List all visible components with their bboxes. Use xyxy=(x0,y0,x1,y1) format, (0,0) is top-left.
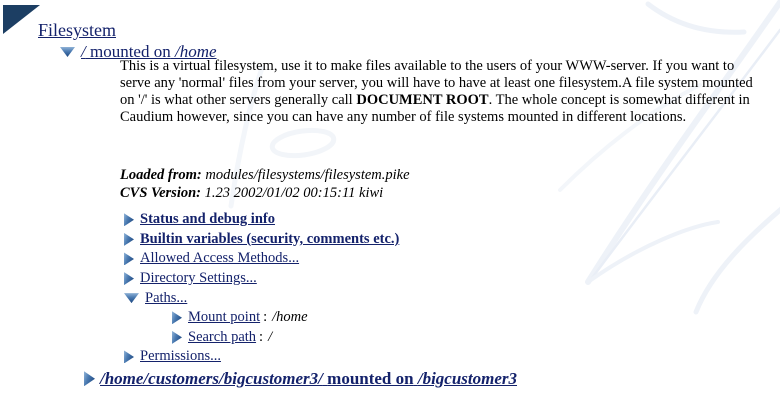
module-meta xyxy=(120,167,410,202)
module-mountpoint: /home xyxy=(174,42,217,61)
module-description xyxy=(120,58,768,126)
expand-icon[interactable] xyxy=(84,371,95,386)
module-mid-text: mounted on xyxy=(89,42,171,61)
mount-point-value: /home xyxy=(272,309,308,326)
list-item-mount-point xyxy=(0,308,517,328)
builtin-variables-link[interactable]: Builtin variables (security, comments etc.) xyxy=(140,230,400,247)
collapse-icon[interactable] xyxy=(60,47,75,57)
expand-icon[interactable] xyxy=(124,252,134,265)
search-path-value: / xyxy=(268,328,273,345)
separator-colon: : xyxy=(259,328,264,345)
description-text-1: This is a virtual filesystem, use it to make files available to the users of your WWW-server. If you want to serve any 'normal' files from your server, you will have to have at least one filesystem.A file system mounted on '/' is what other servers generally call xyxy=(120,58,753,108)
separator-colon: : xyxy=(263,309,268,326)
document-root-emphasis: DOCUMENT ROOT xyxy=(356,92,489,108)
permissions-link[interactable]: Permissions... xyxy=(140,348,221,365)
list-item-access-methods xyxy=(0,249,517,269)
module2-mid-text: mounted on xyxy=(327,368,414,388)
list-item-status xyxy=(0,210,517,230)
search-path-link[interactable]: Search path xyxy=(188,328,257,345)
module-header-bigcustomer3 xyxy=(0,368,517,390)
expand-icon[interactable] xyxy=(124,213,134,226)
list-item-search-path xyxy=(0,328,517,348)
page-title-filesystem-link[interactable]: Filesystem xyxy=(38,20,117,40)
module2-path: /home/customers/bigcustomer3/ xyxy=(100,368,323,388)
list-item-permissions xyxy=(0,347,517,367)
loaded-from-line xyxy=(120,167,410,185)
module-path: / xyxy=(81,42,86,61)
list-item-builtin xyxy=(0,230,517,250)
directory-settings-link[interactable]: Directory Settings... xyxy=(140,270,257,287)
cvs-version-label: CVS Version: xyxy=(120,184,201,201)
cvs-version-value: 1.23 2002/01/02 00:15:11 kiwi xyxy=(204,184,384,201)
collapse-icon[interactable] xyxy=(124,293,139,303)
loaded-from-label: Loaded from: xyxy=(120,167,202,183)
expand-icon[interactable] xyxy=(124,350,134,363)
cvs-version-line xyxy=(120,185,410,203)
list-item-paths xyxy=(0,288,517,308)
paths-link[interactable]: Paths... xyxy=(145,289,188,306)
expand-icon[interactable] xyxy=(172,331,182,344)
mount-point-link[interactable]: Mount point xyxy=(188,309,261,326)
module-sections-list xyxy=(0,210,517,390)
module2-mountpoint: /bigcustomer3 xyxy=(417,368,518,388)
allowed-access-methods-link[interactable]: Allowed Access Methods... xyxy=(140,250,300,267)
status-debug-link[interactable]: Status and debug info xyxy=(140,211,275,228)
expand-icon[interactable] xyxy=(124,233,134,246)
module-link-bigcustomer3-mount[interactable] xyxy=(100,369,517,389)
description-text-2: . The whole concept is somewhat different in Caudium however, since you can have any number of file systems mounted in different locations. xyxy=(120,92,750,125)
expand-icon[interactable] xyxy=(172,311,182,324)
list-item-directory-settings xyxy=(0,269,517,289)
expand-icon[interactable] xyxy=(124,272,134,285)
loaded-from-value: modules/filesystems/filesystem.pike xyxy=(205,167,410,183)
